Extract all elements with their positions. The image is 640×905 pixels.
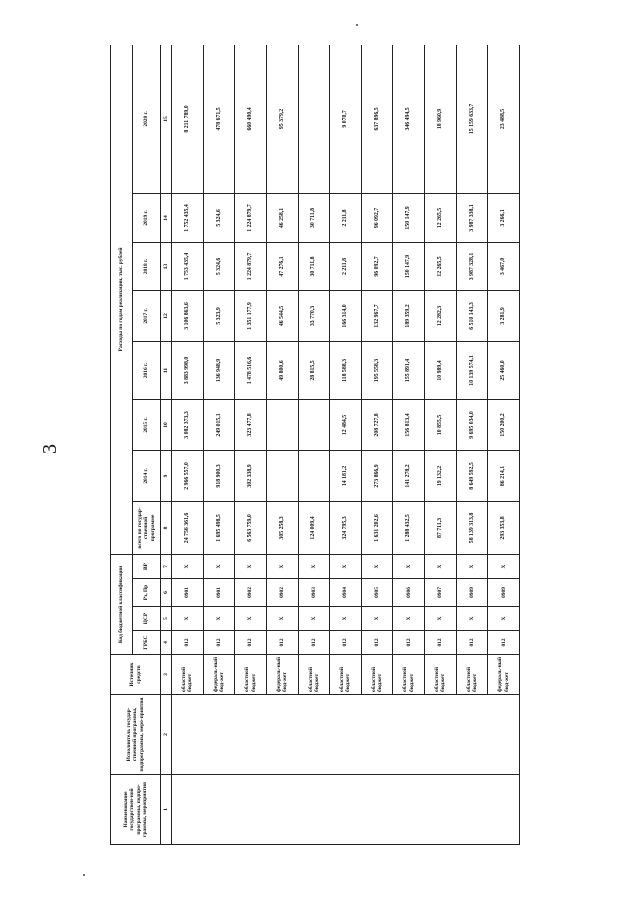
y2016-cell: 195 558,3 — [361, 341, 393, 399]
column-index: 4 — [161, 631, 172, 655]
y2017-cell: 189 359,2 — [393, 290, 425, 341]
csr-cell: X — [456, 607, 488, 631]
y2015-cell — [298, 399, 330, 450]
header-2018: 2018 г. — [133, 242, 161, 290]
y2015-cell: 249 015,1 — [203, 399, 235, 450]
vr-cell: X — [330, 554, 362, 578]
y2016-cell: 49 800,6 — [266, 341, 298, 399]
funding-source-cell: федераль-ный бюд-жет — [203, 655, 235, 695]
rzpr-cell: 0902 — [235, 579, 267, 607]
funding-source-cell: областной бюджет — [330, 655, 362, 695]
y2020-cell: 9 070,7 — [330, 45, 362, 193]
column-index: 8 — [161, 501, 172, 554]
grbs-cell: 012 — [235, 631, 267, 655]
y2020-cell: 346 494,5 — [393, 45, 425, 193]
total-cell: 87 711,3 — [425, 501, 457, 554]
vr-cell: X — [488, 554, 520, 578]
total-cell: 305 258,3 — [266, 501, 298, 554]
column-index: 13 — [161, 242, 172, 290]
y2018-cell: 12 265,5 — [425, 242, 457, 290]
y2020-cell: 95 379,2 — [266, 45, 298, 193]
rzpr-cell: 0901 — [203, 579, 235, 607]
column-index: 12 — [161, 290, 172, 341]
header-vr: ВР — [133, 554, 161, 578]
executor-cell — [172, 695, 520, 775]
header-total: всего по государ-ственной программе — [133, 501, 161, 554]
header-2019: 2019 г. — [133, 193, 161, 242]
header-funding-source: Источник средств — [111, 655, 161, 695]
vr-cell: X — [298, 554, 330, 578]
total-cell: 1 695 498,5 — [203, 501, 235, 554]
vr-cell: X — [456, 554, 488, 578]
y2018-cell: 150 147,9 — [393, 242, 425, 290]
y2018-cell: 1 753 435,4 — [172, 242, 204, 290]
column-index: 5 — [161, 607, 172, 631]
y2016-cell: 155 891,4 — [393, 341, 425, 399]
y2019-cell: 46 258,1 — [266, 193, 298, 242]
y2015-cell: 9 695 034,0 — [456, 399, 488, 450]
rotated-table-container — [110, 45, 520, 845]
csr-cell: X — [361, 607, 393, 631]
y2014-cell: 273 866,9 — [361, 450, 393, 501]
funding-source-cell: областной бюджет — [298, 655, 330, 695]
column-index: 15 — [161, 45, 172, 193]
y2018-cell: 30 711,8 — [298, 242, 330, 290]
rzpr-cell: 0905 — [361, 579, 393, 607]
total-cell: 1 631 202,6 — [361, 501, 393, 554]
csr-cell: X — [330, 607, 362, 631]
y2020-cell: 8 211 789,0 — [172, 45, 204, 193]
csr-cell: X — [266, 607, 298, 631]
rzpr-cell: 0901 — [172, 579, 204, 607]
rzpr-cell: 0906 — [393, 579, 425, 607]
header-2014: 2014 г. — [133, 450, 161, 501]
y2020-cell: 637 896,5 — [361, 45, 393, 193]
rzpr-cell: 0904 — [330, 579, 362, 607]
budget-table — [110, 45, 520, 845]
y2020-cell: 18 960,9 — [425, 45, 457, 193]
table-row — [172, 45, 204, 845]
funding-source-cell: областной бюджет — [361, 655, 393, 695]
y2017-cell: 46 544,5 — [266, 290, 298, 341]
grbs-cell: 012 — [172, 631, 204, 655]
y2019-cell: 3 987 338,1 — [456, 193, 488, 242]
column-index: 11 — [161, 341, 172, 399]
y2017-cell: 3 106 863,6 — [172, 290, 204, 341]
total-cell: 324 795,3 — [330, 501, 362, 554]
column-index: 7 — [161, 554, 172, 578]
y2017-cell: 5 323,9 — [203, 290, 235, 341]
column-index: 10 — [161, 399, 172, 450]
y2018-cell: 96 092,7 — [361, 242, 393, 290]
total-cell: 58 139 313,8 — [456, 501, 488, 554]
y2015-cell: 3 082 373,3 — [172, 399, 204, 450]
header-2017: 2017 г. — [133, 290, 161, 341]
rzpr-cell: 0909 — [488, 579, 520, 607]
y2015-cell: 323 477,8 — [235, 399, 267, 450]
rzpr-cell: 0902 — [266, 579, 298, 607]
header-expenses-by-year: Расходы по годам реализации, тыс. рублей — [111, 45, 133, 554]
header-program-name: Наименование государствен-ной программы, подпро-граммы, мероприятия — [111, 775, 161, 845]
y2018-cell: 1 224 879,7 — [235, 242, 267, 290]
header-2016: 2016 г. — [133, 341, 161, 399]
column-index-row — [161, 45, 172, 845]
header-csr: ЦСР — [133, 607, 161, 631]
rotated-table — [110, 45, 520, 845]
y2017-cell: 3 281,9 — [488, 290, 520, 341]
csr-cell: X — [488, 607, 520, 631]
y2015-cell: 150 200,2 — [488, 399, 520, 450]
funding-source-cell: областной бюджет — [393, 655, 425, 695]
y2018-cell: 3 987 328,1 — [456, 242, 488, 290]
y2019-cell: 5 324,6 — [203, 193, 235, 242]
y2019-cell: 12 265,5 — [425, 193, 457, 242]
y2019-cell: 3 266,1 — [488, 193, 520, 242]
program-name-cell — [172, 775, 520, 845]
scan-speck — [356, 24, 358, 26]
rzpr-cell: 0903 — [298, 579, 330, 607]
y2014-cell — [266, 450, 298, 501]
header-rzpr: Рз, Пр — [133, 579, 161, 607]
y2019-cell: 30 711,8 — [298, 193, 330, 242]
funding-source-cell: областной бюджет — [456, 655, 488, 695]
total-cell: 1 288 432,5 — [393, 501, 425, 554]
column-index: 1 — [161, 775, 172, 845]
column-index: 6 — [161, 579, 172, 607]
y2015-cell: 208 727,8 — [361, 399, 393, 450]
y2014-cell: 2 966 557,0 — [172, 450, 204, 501]
y2019-cell: 96 092,7 — [361, 193, 393, 242]
y2014-cell: 302 338,9 — [235, 450, 267, 501]
grbs-cell: 012 — [393, 631, 425, 655]
vr-cell: X — [235, 554, 267, 578]
column-index: 2 — [161, 695, 172, 775]
y2016-cell: 3 883 998,0 — [172, 341, 204, 399]
y2018-cell: 3 467,0 — [488, 242, 520, 290]
vr-cell: X — [172, 554, 204, 578]
y2014-cell: 918 900,3 — [203, 450, 235, 501]
y2017-cell: 1 351 177,9 — [235, 290, 267, 341]
y2018-cell: 5 324,6 — [203, 242, 235, 290]
scan-speck — [83, 874, 85, 876]
y2014-cell: 86 214,1 — [488, 450, 520, 501]
y2017-cell: 166 314,0 — [330, 290, 362, 341]
vr-cell: X — [361, 554, 393, 578]
total-cell: 124 009,4 — [298, 501, 330, 554]
y2015-cell: 156 813,4 — [393, 399, 425, 450]
y2020-cell: 15 159 633,7 — [456, 45, 488, 193]
vr-cell: X — [203, 554, 235, 578]
y2017-cell: 132 967,7 — [361, 290, 393, 341]
y2016-cell: 25 460,0 — [488, 341, 520, 399]
csr-cell: X — [172, 607, 204, 631]
y2014-cell: 8 649 592,5 — [456, 450, 488, 501]
csr-cell: X — [235, 607, 267, 631]
y2016-cell: 10 139 574,1 — [456, 341, 488, 399]
y2015-cell — [266, 399, 298, 450]
header-budget-classification: Код бюджетной классификации — [111, 554, 133, 654]
y2016-cell: 136 948,9 — [203, 341, 235, 399]
table-body — [172, 45, 520, 845]
grbs-cell: 012 — [425, 631, 457, 655]
vr-cell: X — [425, 554, 457, 578]
y2020-cell: 23 488,5 — [488, 45, 520, 193]
grbs-cell: 012 — [330, 631, 362, 655]
y2014-cell: 141 278,2 — [393, 450, 425, 501]
y2015-cell: 10 855,5 — [425, 399, 457, 450]
funding-source-cell: областной бюджет — [172, 655, 204, 695]
y2017-cell: 12 282,3 — [425, 290, 457, 341]
y2020-cell — [298, 45, 330, 193]
y2014-cell: 19 132,2 — [425, 450, 457, 501]
csr-cell: X — [425, 607, 457, 631]
y2019-cell: 2 211,8 — [330, 193, 362, 242]
funding-source-cell: областной бюджет — [235, 655, 267, 695]
y2015-cell: 12 484,5 — [330, 399, 362, 450]
y2020-cell: 478 671,5 — [203, 45, 235, 193]
y2020-cell: 660 490,4 — [235, 45, 267, 193]
grbs-cell: 012 — [361, 631, 393, 655]
y2018-cell: 2 211,8 — [330, 242, 362, 290]
column-index: 9 — [161, 450, 172, 501]
rzpr-cell: 0907 — [425, 579, 457, 607]
grbs-cell: 012 — [456, 631, 488, 655]
y2016-cell: 28 815,5 — [298, 341, 330, 399]
y2019-cell: 1 752 435,4 — [172, 193, 204, 242]
csr-cell: X — [203, 607, 235, 631]
y2014-cell — [298, 450, 330, 501]
grbs-cell: 012 — [488, 631, 520, 655]
grbs-cell: 012 — [203, 631, 235, 655]
y2017-cell: 6 510 143,3 — [456, 290, 488, 341]
total-cell: 6 563 759,0 — [235, 501, 267, 554]
y2019-cell: 150 147,9 — [393, 193, 425, 242]
y2016-cell: 1 478 516,6 — [235, 341, 267, 399]
column-index: 3 — [161, 655, 172, 695]
y2018-cell: 47 276,1 — [266, 242, 298, 290]
total-cell: 293 353,8 — [488, 501, 520, 554]
vr-cell: X — [266, 554, 298, 578]
header-executor: Исполнитель государ-ственной программы, подпрограммы, меро-приятия — [111, 695, 161, 775]
y2016-cell: 118 588,3 — [330, 341, 362, 399]
header-2015: 2015 г. — [133, 399, 161, 450]
y2014-cell: 14 181,2 — [330, 450, 362, 501]
page-number: 3 — [39, 444, 61, 454]
y2017-cell: 33 770,3 — [298, 290, 330, 341]
rzpr-cell: 0909 — [456, 579, 488, 607]
header-2020: 2020 г. — [133, 45, 161, 193]
csr-cell: X — [298, 607, 330, 631]
grbs-cell: 012 — [298, 631, 330, 655]
header-grbs: ГРБС — [133, 631, 161, 655]
total-cell: 24 756 361,6 — [172, 501, 204, 554]
vr-cell: X — [393, 554, 425, 578]
y2019-cell: 1 224 879,7 — [235, 193, 267, 242]
funding-source-cell: федераль-ный бюд-жет — [266, 655, 298, 695]
column-index: 14 — [161, 193, 172, 242]
y2016-cell: 10 989,4 — [425, 341, 457, 399]
csr-cell: X — [393, 607, 425, 631]
funding-source-cell: областной бюджет — [425, 655, 457, 695]
grbs-cell: 012 — [266, 631, 298, 655]
funding-source-cell: федераль-ный бюд-жет — [488, 655, 520, 695]
